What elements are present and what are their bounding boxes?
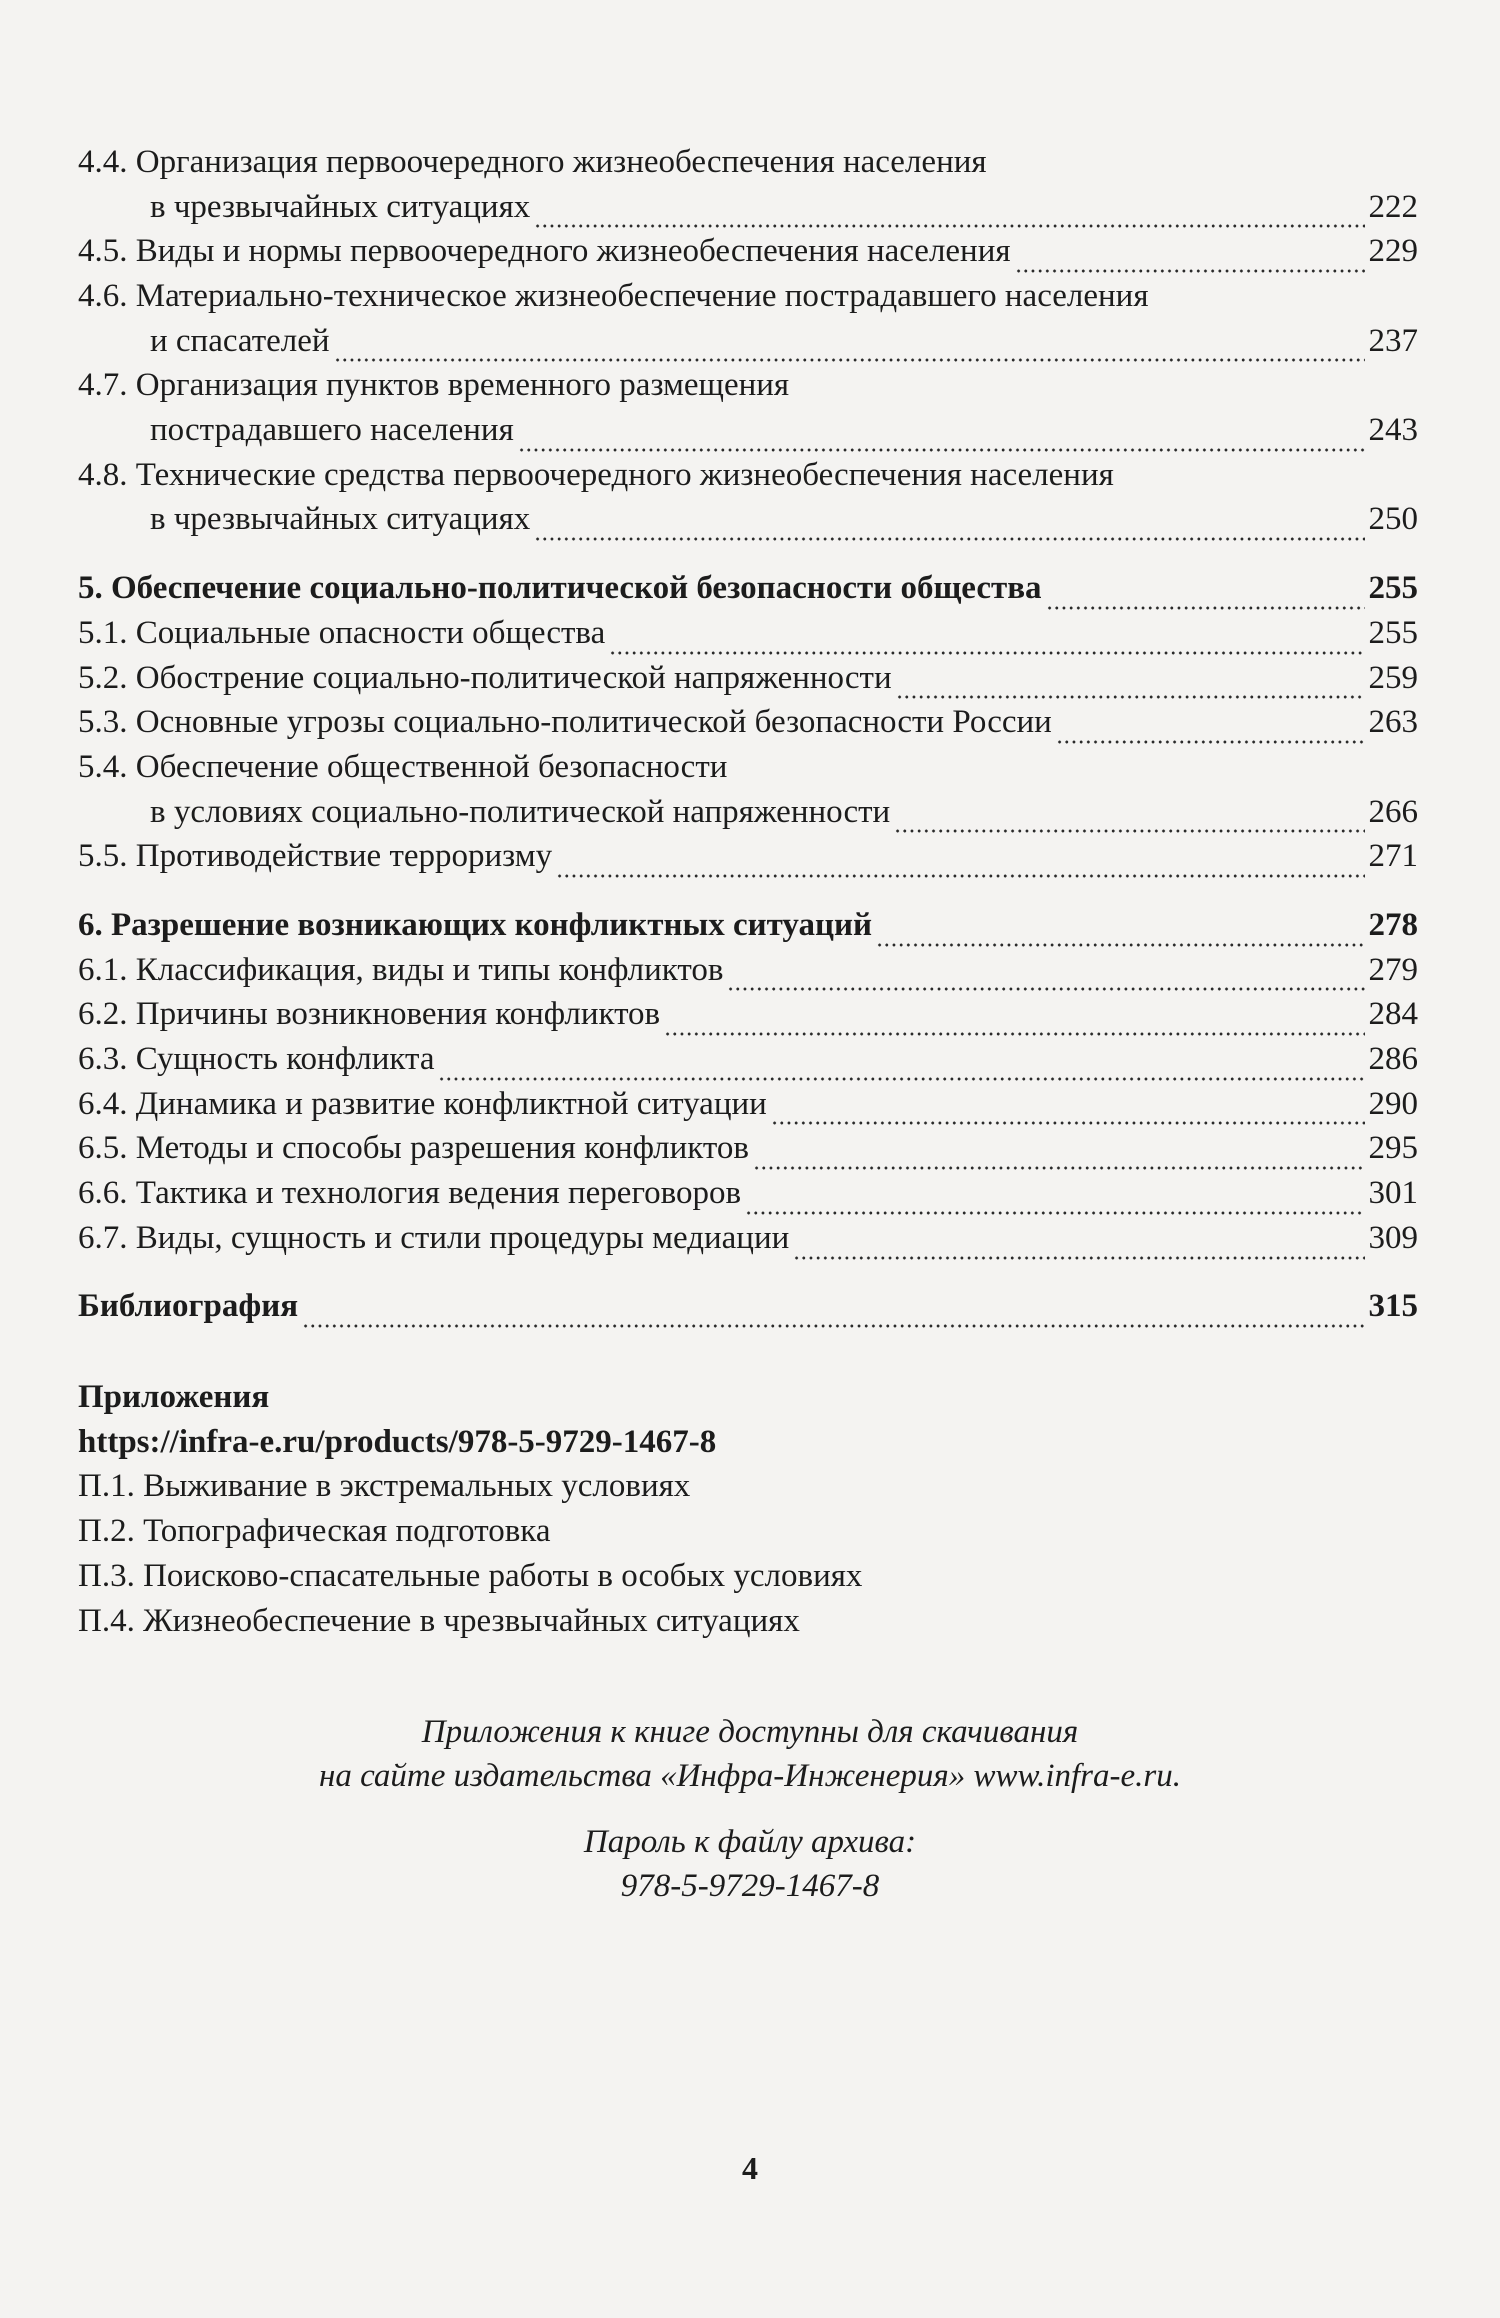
toc-entry-number: 4.8. bbox=[78, 456, 136, 493]
appendix-block bbox=[78, 1375, 862, 1643]
password-note bbox=[0, 1820, 1500, 1908]
table-of-contents bbox=[78, 140, 1418, 1329]
toc-entry-number: 6.7. bbox=[78, 1219, 136, 1256]
toc-entry-title: Тактика и технология ведения переговоров bbox=[135, 1175, 742, 1212]
dot-leader bbox=[609, 624, 1364, 655]
dot-leader bbox=[518, 421, 1365, 452]
toc-entry bbox=[78, 1171, 1418, 1216]
toc-entry bbox=[78, 566, 1418, 611]
toc-entry-page: 250 bbox=[1368, 501, 1418, 538]
toc-entry-page: 284 bbox=[1368, 996, 1418, 1033]
toc-entry bbox=[78, 408, 1418, 453]
download-note-line: Приложения к книге доступны для скачивания bbox=[421, 1714, 1079, 1750]
dot-leader bbox=[793, 1229, 1364, 1260]
password-value: 978-5-9729-1467-8 bbox=[620, 1868, 880, 1904]
dot-leader bbox=[727, 961, 1364, 992]
toc-entry-page: 315 bbox=[1368, 1288, 1418, 1325]
toc-entry-page: 295 bbox=[1368, 1130, 1418, 1167]
toc-entry bbox=[78, 611, 1418, 656]
toc-entry-title: Обострение социально-политической напряженности bbox=[135, 659, 892, 696]
toc-entry-page: 255 bbox=[1368, 570, 1418, 607]
toc-entry-title: Сущность конфликта bbox=[135, 1041, 435, 1078]
dot-leader bbox=[534, 511, 1364, 542]
toc-entry-title-continued: в чрезвычайных ситуациях bbox=[150, 188, 531, 225]
toc-entry bbox=[78, 1285, 1418, 1330]
section-gap bbox=[78, 1261, 1418, 1285]
toc-entry-page: 279 bbox=[1368, 951, 1418, 988]
toc-entry bbox=[78, 1216, 1418, 1261]
toc-entry-page: 290 bbox=[1368, 1085, 1418, 1122]
toc-entry-number: 5. bbox=[78, 570, 111, 607]
toc-entry-title: Библиография bbox=[78, 1288, 299, 1325]
toc-entry-number: 5.4. bbox=[78, 748, 136, 785]
dot-leader bbox=[1046, 580, 1365, 611]
appendix-heading: Приложения bbox=[78, 1379, 270, 1415]
download-note-line: на сайте издательства «Инфра-Инженерия» www.infra-e.ru. bbox=[319, 1758, 1181, 1794]
toc-entry-title-continued: и спасателей bbox=[150, 322, 330, 359]
dot-leader bbox=[302, 1298, 1364, 1329]
toc-entry bbox=[78, 948, 1418, 993]
toc-entry-page: 263 bbox=[1368, 704, 1418, 741]
toc-entry-title: Организация первоочередного жизнеобеспечения населения bbox=[135, 143, 987, 180]
toc-entry bbox=[78, 274, 1418, 319]
dot-leader bbox=[876, 916, 1364, 947]
toc-entry-number: 6.1. bbox=[78, 951, 136, 988]
toc-entry-title: Обеспечение общественной безопасности bbox=[135, 748, 728, 785]
toc-entry-page: 286 bbox=[1368, 1041, 1418, 1078]
toc-entry bbox=[78, 992, 1418, 1037]
toc-entry-title: Организация пунктов временного размещения bbox=[135, 367, 790, 404]
toc-entry-page: 243 bbox=[1368, 412, 1418, 449]
toc-entry-title: Классификация, виды и типы конфликтов bbox=[135, 951, 724, 988]
appendix-item: П.4. Жизнеобеспечение в чрезвычайных ситуациях bbox=[78, 1602, 800, 1639]
section-gap bbox=[78, 542, 1418, 566]
page-number: 4 bbox=[742, 2150, 758, 2186]
toc-entry-page: 259 bbox=[1368, 659, 1418, 696]
toc-entry bbox=[78, 1037, 1418, 1082]
toc-entry bbox=[78, 790, 1418, 835]
appendix-url: https://infra-e.ru/products/978-5-9729-1467-8 bbox=[78, 1423, 717, 1460]
dot-leader bbox=[894, 803, 1364, 834]
toc-entry bbox=[78, 656, 1418, 701]
toc-entry bbox=[78, 185, 1418, 230]
toc-entry-title: Обеспечение социально-политической безопасности общества bbox=[111, 570, 1042, 607]
toc-entry bbox=[78, 903, 1418, 948]
toc-entry-title: Материально-техническое жизнеобеспечение пострадавшего населения bbox=[135, 278, 1149, 315]
toc-entry-page: 301 bbox=[1368, 1175, 1418, 1212]
dot-leader bbox=[771, 1095, 1365, 1126]
toc-entry bbox=[78, 363, 1418, 408]
toc-entry-title: Динамика и развитие конфликтной ситуации bbox=[135, 1085, 767, 1122]
toc-entry-number: 5.3. bbox=[78, 704, 136, 741]
toc-entry-number: 6.2. bbox=[78, 996, 136, 1033]
toc-entry-number: 5.2. bbox=[78, 659, 136, 696]
toc-entry-title: Основные угрозы социально-политической безопасности России bbox=[135, 704, 1052, 741]
dot-leader bbox=[334, 332, 1365, 363]
toc-entry-page: 222 bbox=[1368, 188, 1418, 225]
toc-entry bbox=[78, 319, 1418, 364]
toc-entry-title: Разрешение возникающих конфликтных ситуаций bbox=[111, 906, 873, 943]
toc-entry bbox=[78, 140, 1418, 185]
toc-entry bbox=[78, 1082, 1418, 1127]
appendix-item: П.2. Топографическая подготовка bbox=[78, 1513, 551, 1550]
toc-entry-title-continued: пострадавшего населения bbox=[150, 412, 514, 449]
dot-leader bbox=[556, 848, 1364, 879]
toc-entry-title-continued: в чрезвычайных ситуациях bbox=[150, 501, 531, 538]
toc-entry-title: Социальные опасности общества bbox=[135, 614, 606, 651]
toc-entry-number: 5.1. bbox=[78, 614, 136, 651]
toc-entry-number: 4.7. bbox=[78, 367, 136, 404]
toc-entry-page: 237 bbox=[1368, 322, 1418, 359]
dot-leader bbox=[664, 1006, 1364, 1037]
toc-entry-title: Технические средства первоочередного жизнеобеспечения населения bbox=[135, 456, 1114, 493]
toc-entry-title-continued: в условиях социально-политической напряженности bbox=[150, 793, 891, 830]
toc-entry-title: Противодействие терроризму bbox=[135, 838, 553, 875]
toc-entry bbox=[78, 453, 1418, 498]
password-label: Пароль к файлу архива: bbox=[583, 1824, 917, 1860]
toc-entry-page: 229 bbox=[1368, 233, 1418, 270]
toc-entry-number: 6.3. bbox=[78, 1041, 136, 1078]
toc-entry-number: 4.4. bbox=[78, 143, 136, 180]
toc-entry-page: 266 bbox=[1368, 793, 1418, 830]
dot-leader bbox=[896, 669, 1365, 700]
toc-entry bbox=[78, 700, 1418, 745]
toc-entry-number: 5.5. bbox=[78, 838, 136, 875]
toc-entry-number: 6.4. bbox=[78, 1085, 136, 1122]
toc-entry-number: 6.6. bbox=[78, 1175, 136, 1212]
toc-entry bbox=[78, 745, 1418, 790]
toc-entry-title: Методы и способы разрешения конфликтов bbox=[135, 1130, 749, 1167]
toc-entry-number: 6.5. bbox=[78, 1130, 136, 1167]
toc-entry-number: 4.6. bbox=[78, 278, 136, 315]
section-gap bbox=[78, 879, 1418, 903]
dot-leader bbox=[1056, 714, 1365, 745]
dot-leader bbox=[745, 1184, 1364, 1215]
toc-entry bbox=[78, 834, 1418, 879]
toc-entry bbox=[78, 229, 1418, 274]
dot-leader bbox=[534, 198, 1364, 229]
toc-entry-page: 278 bbox=[1368, 906, 1418, 943]
toc-entry-page: 271 bbox=[1368, 838, 1418, 875]
dot-leader bbox=[1015, 243, 1365, 274]
download-note bbox=[0, 1710, 1500, 1798]
dot-leader bbox=[438, 1050, 1364, 1081]
appendix-item: П.3. Поисково-спасательные работы в особых условиях bbox=[78, 1557, 863, 1594]
appendix-item: П.1. Выживание в экстремальных условиях bbox=[78, 1468, 691, 1505]
toc-entry bbox=[78, 1126, 1418, 1171]
toc-entry bbox=[78, 498, 1418, 543]
toc-entry-page: 309 bbox=[1368, 1219, 1418, 1256]
toc-entry-page: 255 bbox=[1368, 614, 1418, 651]
toc-entry-title: Виды и нормы первоочередного жизнеобеспечения населения bbox=[135, 233, 1011, 270]
dot-leader bbox=[753, 1140, 1365, 1171]
toc-entry-title: Виды, сущность и стили процедуры медиации bbox=[135, 1219, 790, 1256]
toc-entry-title: Причины возникновения конфликтов bbox=[135, 996, 661, 1033]
toc-entry-number: 6. bbox=[78, 906, 111, 943]
toc-entry-number: 4.5. bbox=[78, 233, 136, 270]
